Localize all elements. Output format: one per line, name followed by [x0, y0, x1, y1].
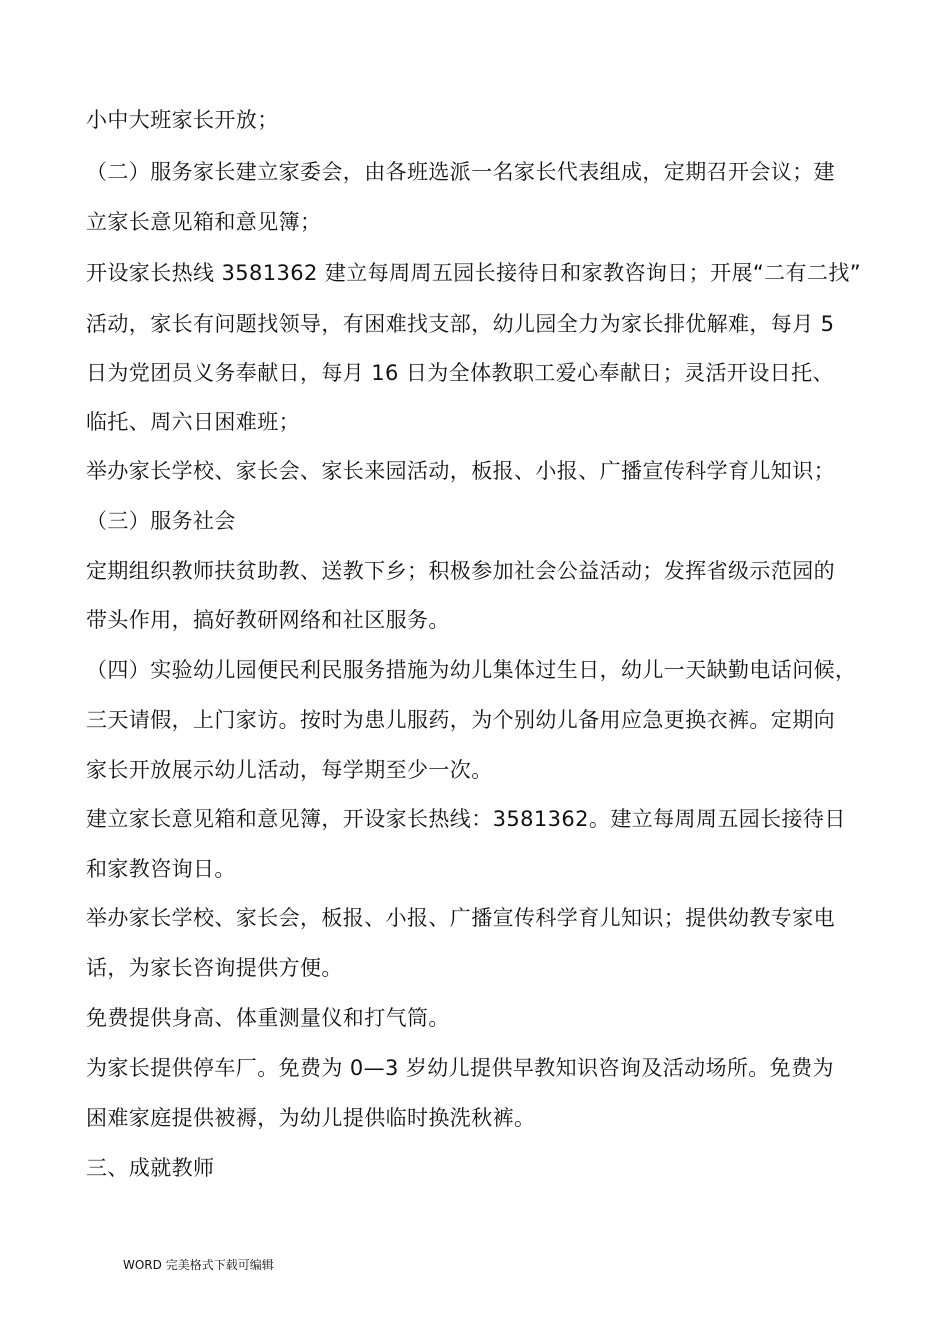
text-line: （四）实验幼儿园便民利民服务措施为幼儿集体过生日，幼儿一天缺勤电话问候， — [86, 658, 857, 682]
text-line: 临托、周六日困难班； — [86, 410, 300, 434]
text-line: 困难家庭提供被褥，为幼儿提供临时换洗秋裤。 — [86, 1106, 536, 1130]
text-line: 免费提供身高、体重测量仪和打气筒。 — [86, 1006, 450, 1030]
text-line: 举办家长学校、家长会，板报、小报、广播宣传科学育儿知识；提供幼教专家电 — [86, 906, 835, 930]
page-footer: WORD 完美格式下载可编辑 — [123, 1258, 274, 1272]
text-line: 话，为家长咨询提供方便。 — [86, 956, 343, 980]
text-line: 日为党团员义务奉献日，每月 16 日为全体教职工爱心奉献日；灵活开设日托、 — [86, 361, 834, 385]
text-line: 三天请假，上门家访。按时为患儿服药，为个别幼儿备用应急更换衣裤。定期向 — [86, 708, 835, 732]
text-line: 活动，家长有问题找领导，有困难找支部，幼儿园全力为家长排优解难，每月 5 — [86, 312, 835, 336]
text-line: 为家长提供停车厂。免费为 0—3 岁幼儿提供早教知识咨询及活动场所。免费为 — [86, 1056, 834, 1080]
text-line: 家长开放展示幼儿活动，每学期至少一次。 — [86, 758, 493, 782]
text-line: 开设家长热线 3581362 建立每周周五园长接待日和家教咨询日；开展“二有二找” — [86, 261, 862, 285]
text-line: 举办家长学校、家长会、家长来园活动，板报、小报、广播宣传科学育儿知识； — [86, 459, 835, 483]
text-line: 和家教咨询日。 — [86, 857, 236, 881]
text-line: 立家长意见箱和意见簿； — [86, 210, 322, 234]
text-line: 带头作用，搞好教研网络和社区服务。 — [86, 608, 450, 632]
text-line: 定期组织教师扶贫助教、送教下乡；积极参加社会公益活动；发挥省级示范园的 — [86, 559, 835, 583]
section-heading: （三）服务社会 — [86, 509, 236, 533]
text-line: 建立家长意见箱和意见簿，开设家长热线：3581362。建立每周周五园长接待日 — [86, 807, 846, 831]
text-line: 小中大班家长开放； — [86, 108, 279, 132]
section-heading: 三、成就教师 — [86, 1156, 215, 1180]
text-line: （二）服务家长建立家委会，由各班选派一名家长代表组成，定期召开会议；建 — [86, 160, 835, 184]
